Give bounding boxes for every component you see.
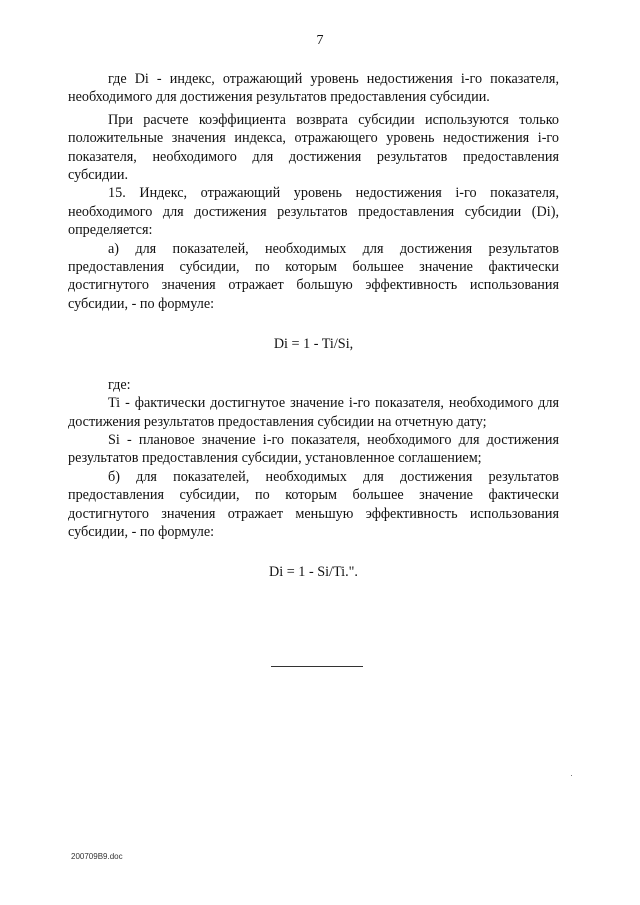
formula-di-ti-si: Di = 1 - Ti/Si, [273, 336, 354, 353]
paragraph-si-definition: Si - плановое значение i-го показателя, необходимого для достижения результатов предоставления субсидии, установленное соглашением; [68, 431, 559, 467]
paragraph-return-coefficient: При расчете коэффициента возврата субсидии используются только положительные значения индекса, отражающего уровень недостижения i-го показателя, необходимого для достижения результатов предоставления субсидии. [68, 111, 559, 184]
scan-speck [571, 775, 572, 776]
end-divider-line [271, 666, 363, 667]
paragraph-case-b: б) для показателей, необходимых для достижения результатов предоставления субсидии, по которым большее значение фактически достигнутого значения отражает меньшую эффективность использования субсидии, - по формуле: [68, 468, 559, 540]
document-body [68, 70, 559, 582]
formula-di-si-ti: Di = 1 - Si/Ti.". [269, 564, 358, 581]
footer-file-name: 200709B9.doc [71, 852, 123, 861]
page-number: 7 [316, 33, 324, 48]
paragraph-case-a: а) для показателей, необходимых для достижения результатов предоставления субсидии, по которым большее значение фактически достигнутого значения отражает большую эффективность использования субсидии, - по формуле: [68, 240, 559, 312]
paragraph-where: где: [108, 376, 131, 393]
paragraph-ti-definition: Ti - фактически достигнутое значение i-го показателя, необходимого для достижения результатов предоставления субсидии на отчетную дату; [68, 395, 559, 430]
paragraph-15-index: 15. Индекс, отражающий уровень недостижения i-го показателя, необходимого для достижения результатов предоставления субсидии (Di), определяется: [68, 185, 559, 239]
paragraph-di-definition: где Di - индекс, отражающий уровень недостижения i-го показателя, необходимого для достижения результатов предоставления субсидии. [68, 71, 559, 106]
